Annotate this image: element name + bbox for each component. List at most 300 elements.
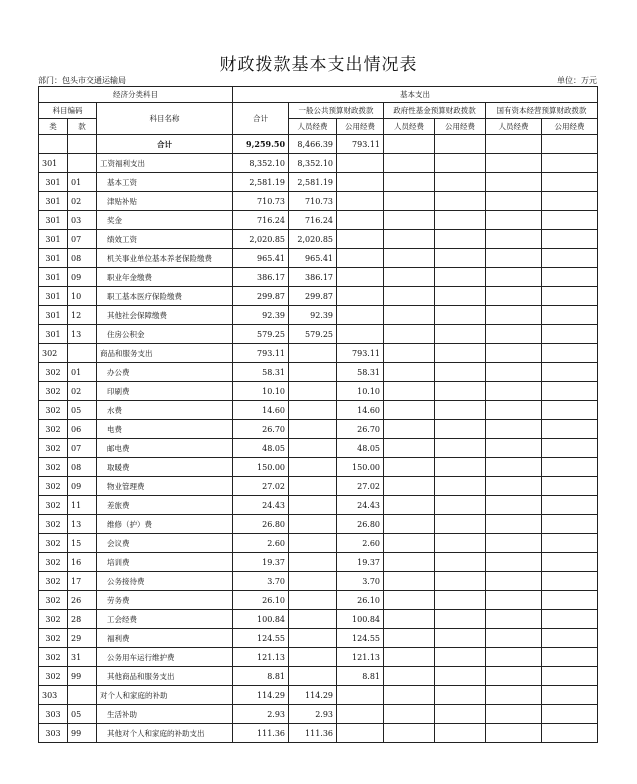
empty-cell bbox=[384, 192, 435, 211]
empty-cell bbox=[384, 268, 435, 287]
row-total: 793.11 bbox=[233, 344, 289, 363]
row-personnel bbox=[289, 344, 337, 363]
row-total: 2.93 bbox=[233, 705, 289, 724]
empty-cell bbox=[486, 192, 542, 211]
empty-cell bbox=[384, 610, 435, 629]
row-public: 14.60 bbox=[337, 401, 384, 420]
empty-cell bbox=[384, 249, 435, 268]
row-lei: 302 bbox=[39, 553, 68, 572]
row-kuan: 10 bbox=[68, 287, 97, 306]
row-name: 培训费 bbox=[97, 553, 233, 572]
empty-cell bbox=[384, 477, 435, 496]
empty-cell bbox=[486, 382, 542, 401]
empty-cell bbox=[486, 515, 542, 534]
empty-cell bbox=[384, 724, 435, 743]
empty-cell bbox=[542, 211, 598, 230]
row-lei: 301 bbox=[39, 325, 68, 344]
row-public: 3.70 bbox=[337, 572, 384, 591]
row-public: 100.84 bbox=[337, 610, 384, 629]
row-public: 26.10 bbox=[337, 591, 384, 610]
empty-cell bbox=[384, 154, 435, 173]
header-code: 科目编码 bbox=[39, 103, 97, 119]
empty-cell bbox=[486, 287, 542, 306]
empty-cell bbox=[542, 629, 598, 648]
empty-cell bbox=[435, 230, 486, 249]
empty-cell bbox=[542, 458, 598, 477]
table-row bbox=[39, 572, 598, 591]
header-lei: 类 bbox=[39, 119, 68, 135]
empty-cell bbox=[542, 192, 598, 211]
row-name: 职业年金缴费 bbox=[97, 268, 233, 287]
row-total: 121.13 bbox=[233, 648, 289, 667]
row-kuan: 08 bbox=[68, 249, 97, 268]
empty-cell bbox=[384, 344, 435, 363]
empty-cell bbox=[435, 477, 486, 496]
table-row bbox=[39, 458, 598, 477]
row-lei: 302 bbox=[39, 515, 68, 534]
row-kuan: 17 bbox=[68, 572, 97, 591]
table-row bbox=[39, 230, 598, 249]
row-personnel bbox=[289, 591, 337, 610]
row-public: 48.05 bbox=[337, 439, 384, 458]
row-kuan: 02 bbox=[68, 382, 97, 401]
empty-cell bbox=[486, 724, 542, 743]
row-lei: 302 bbox=[39, 439, 68, 458]
empty-cell bbox=[542, 705, 598, 724]
row-lei: 303 bbox=[39, 724, 68, 743]
row-kuan: 09 bbox=[68, 268, 97, 287]
row-kuan bbox=[68, 154, 97, 173]
empty-cell bbox=[384, 325, 435, 344]
row-total: 150.00 bbox=[233, 458, 289, 477]
table-row bbox=[39, 534, 598, 553]
row-personnel: 2,581.19 bbox=[289, 173, 337, 192]
row-public: 793.11 bbox=[337, 344, 384, 363]
table-row bbox=[39, 306, 598, 325]
row-public bbox=[337, 325, 384, 344]
header-basic: 基本支出 bbox=[233, 87, 598, 103]
row-name: 会议费 bbox=[97, 534, 233, 553]
row-kuan: 11 bbox=[68, 496, 97, 515]
row-kuan: 16 bbox=[68, 553, 97, 572]
row-total: 2,020.85 bbox=[233, 230, 289, 249]
header-econ: 经济分类科目 bbox=[39, 87, 233, 103]
empty-cell bbox=[435, 344, 486, 363]
empty-cell bbox=[542, 287, 598, 306]
table-row bbox=[39, 724, 598, 743]
table-row bbox=[39, 515, 598, 534]
table-row bbox=[39, 610, 598, 629]
empty-cell bbox=[435, 173, 486, 192]
total-personnel: 8,466.39 bbox=[289, 135, 337, 154]
empty-cell bbox=[435, 610, 486, 629]
empty-cell bbox=[435, 458, 486, 477]
empty-cell bbox=[384, 553, 435, 572]
empty-cell bbox=[435, 439, 486, 458]
row-personnel bbox=[289, 648, 337, 667]
empty-cell bbox=[486, 344, 542, 363]
table-row bbox=[39, 363, 598, 382]
row-total: 579.25 bbox=[233, 325, 289, 344]
row-name: 绩效工资 bbox=[97, 230, 233, 249]
empty-cell bbox=[435, 192, 486, 211]
empty-cell bbox=[542, 534, 598, 553]
table-row bbox=[39, 287, 598, 306]
empty-cell bbox=[542, 591, 598, 610]
empty-cell bbox=[384, 629, 435, 648]
table-row bbox=[39, 173, 598, 192]
empty-cell bbox=[435, 401, 486, 420]
empty-cell bbox=[435, 648, 486, 667]
row-kuan: 99 bbox=[68, 724, 97, 743]
empty-cell bbox=[384, 439, 435, 458]
row-public: 24.43 bbox=[337, 496, 384, 515]
row-public: 58.31 bbox=[337, 363, 384, 382]
row-lei: 302 bbox=[39, 629, 68, 648]
row-lei: 303 bbox=[39, 705, 68, 724]
empty-cell bbox=[542, 306, 598, 325]
header-personnel: 人员经费 bbox=[486, 119, 542, 135]
table-row bbox=[39, 705, 598, 724]
empty-cell bbox=[486, 230, 542, 249]
empty-cell bbox=[542, 553, 598, 572]
row-public bbox=[337, 705, 384, 724]
empty-cell bbox=[435, 306, 486, 325]
empty-cell bbox=[435, 496, 486, 515]
row-public bbox=[337, 686, 384, 705]
row-name: 基本工资 bbox=[97, 173, 233, 192]
empty-cell bbox=[486, 667, 542, 686]
row-lei: 302 bbox=[39, 382, 68, 401]
empty-cell bbox=[384, 686, 435, 705]
row-personnel: 111.36 bbox=[289, 724, 337, 743]
row-total: 114.29 bbox=[233, 686, 289, 705]
row-total: 8,352.10 bbox=[233, 154, 289, 173]
empty-cell bbox=[486, 610, 542, 629]
empty-cell bbox=[542, 515, 598, 534]
empty-cell bbox=[542, 173, 598, 192]
row-total: 24.43 bbox=[233, 496, 289, 515]
empty-cell bbox=[486, 249, 542, 268]
row-total: 26.10 bbox=[233, 591, 289, 610]
row-personnel: 92.39 bbox=[289, 306, 337, 325]
empty-cell bbox=[384, 230, 435, 249]
row-public: 26.80 bbox=[337, 515, 384, 534]
empty-cell bbox=[435, 572, 486, 591]
row-total: 3.70 bbox=[233, 572, 289, 591]
row-lei: 302 bbox=[39, 648, 68, 667]
row-kuan: 05 bbox=[68, 705, 97, 724]
row-total: 124.55 bbox=[233, 629, 289, 648]
row-total: 8.81 bbox=[233, 667, 289, 686]
row-total: 100.84 bbox=[233, 610, 289, 629]
empty-cell bbox=[486, 591, 542, 610]
table-row bbox=[39, 553, 598, 572]
empty-cell bbox=[542, 249, 598, 268]
row-lei: 302 bbox=[39, 572, 68, 591]
empty-cell bbox=[486, 211, 542, 230]
row-personnel: 114.29 bbox=[289, 686, 337, 705]
row-total: 710.73 bbox=[233, 192, 289, 211]
header-kuan: 款 bbox=[68, 119, 97, 135]
row-total: 14.60 bbox=[233, 401, 289, 420]
row-public: 19.37 bbox=[337, 553, 384, 572]
header-total: 合计 bbox=[233, 103, 289, 135]
row-name: 电费 bbox=[97, 420, 233, 439]
row-kuan: 12 bbox=[68, 306, 97, 325]
empty-cell bbox=[384, 363, 435, 382]
table-row bbox=[39, 382, 598, 401]
header-state-capital: 国有资本经营预算财政拨款 bbox=[486, 103, 598, 119]
row-lei: 303 bbox=[39, 686, 68, 705]
table-row bbox=[39, 648, 598, 667]
row-kuan: 28 bbox=[68, 610, 97, 629]
header-name: 科目名称 bbox=[97, 103, 233, 135]
row-kuan: 01 bbox=[68, 173, 97, 192]
row-kuan bbox=[68, 344, 97, 363]
empty-cell bbox=[486, 363, 542, 382]
row-name: 取暖费 bbox=[97, 458, 233, 477]
header-personnel: 人员经费 bbox=[384, 119, 435, 135]
row-public bbox=[337, 287, 384, 306]
row-personnel: 386.17 bbox=[289, 268, 337, 287]
empty-cell bbox=[486, 325, 542, 344]
row-kuan: 03 bbox=[68, 211, 97, 230]
row-lei: 302 bbox=[39, 344, 68, 363]
empty-cell bbox=[542, 382, 598, 401]
empty-cell bbox=[486, 154, 542, 173]
row-kuan: 13 bbox=[68, 515, 97, 534]
row-kuan bbox=[68, 686, 97, 705]
empty-cell bbox=[435, 553, 486, 572]
empty-cell bbox=[486, 553, 542, 572]
row-kuan: 01 bbox=[68, 363, 97, 382]
row-name: 其他社会保障缴费 bbox=[97, 306, 233, 325]
row-lei: 302 bbox=[39, 401, 68, 420]
empty-cell bbox=[435, 211, 486, 230]
row-lei: 301 bbox=[39, 230, 68, 249]
table-row bbox=[39, 420, 598, 439]
header-personnel: 人员经费 bbox=[289, 119, 337, 135]
empty-cell bbox=[435, 686, 486, 705]
row-lei: 301 bbox=[39, 268, 68, 287]
empty-cell bbox=[384, 591, 435, 610]
table-row bbox=[39, 439, 598, 458]
row-personnel bbox=[289, 439, 337, 458]
unit-label: 单位：万元 bbox=[557, 76, 597, 85]
empty-cell bbox=[542, 344, 598, 363]
empty-cell bbox=[384, 287, 435, 306]
row-name: 工会经费 bbox=[97, 610, 233, 629]
row-kuan: 07 bbox=[68, 439, 97, 458]
row-name: 其他对个人和家庭的补助支出 bbox=[97, 724, 233, 743]
empty-cell bbox=[435, 382, 486, 401]
row-name: 邮电费 bbox=[97, 439, 233, 458]
row-personnel bbox=[289, 515, 337, 534]
row-kuan: 31 bbox=[68, 648, 97, 667]
empty-cell bbox=[486, 705, 542, 724]
empty-cell bbox=[542, 667, 598, 686]
table-row bbox=[39, 325, 598, 344]
empty-cell bbox=[435, 154, 486, 173]
row-kuan: 13 bbox=[68, 325, 97, 344]
row-public: 121.13 bbox=[337, 648, 384, 667]
row-public bbox=[337, 268, 384, 287]
table-row bbox=[39, 591, 598, 610]
row-public: 2.60 bbox=[337, 534, 384, 553]
empty-cell bbox=[486, 572, 542, 591]
empty-cell bbox=[542, 648, 598, 667]
row-total: 26.70 bbox=[233, 420, 289, 439]
empty-cell bbox=[435, 268, 486, 287]
row-lei: 302 bbox=[39, 610, 68, 629]
empty-cell bbox=[384, 382, 435, 401]
row-total: 92.39 bbox=[233, 306, 289, 325]
empty-cell bbox=[486, 496, 542, 515]
row-kuan: 05 bbox=[68, 401, 97, 420]
page-title: 财政拨款基本支出情况表 bbox=[219, 55, 418, 75]
row-name: 劳务费 bbox=[97, 591, 233, 610]
row-name: 印刷费 bbox=[97, 382, 233, 401]
row-personnel bbox=[289, 420, 337, 439]
row-public: 8.81 bbox=[337, 667, 384, 686]
table-row bbox=[39, 268, 598, 287]
empty-cell bbox=[384, 458, 435, 477]
row-lei: 302 bbox=[39, 458, 68, 477]
row-name: 机关事业单位基本养老保险缴费 bbox=[97, 249, 233, 268]
row-personnel bbox=[289, 534, 337, 553]
row-name: 其他商品和服务支出 bbox=[97, 667, 233, 686]
row-kuan: 06 bbox=[68, 420, 97, 439]
empty-cell bbox=[384, 306, 435, 325]
row-kuan: 26 bbox=[68, 591, 97, 610]
row-lei: 302 bbox=[39, 667, 68, 686]
table-row bbox=[39, 344, 598, 363]
empty-cell bbox=[384, 420, 435, 439]
row-lei: 302 bbox=[39, 363, 68, 382]
empty-cell bbox=[486, 420, 542, 439]
row-name: 公务用车运行维护费 bbox=[97, 648, 233, 667]
header-public: 公用经费 bbox=[542, 119, 598, 135]
row-total: 716.24 bbox=[233, 211, 289, 230]
empty-cell bbox=[384, 515, 435, 534]
row-total: 2,581.19 bbox=[233, 173, 289, 192]
row-kuan: 08 bbox=[68, 458, 97, 477]
empty-cell bbox=[542, 477, 598, 496]
empty-cell bbox=[384, 648, 435, 667]
header-public: 公用经费 bbox=[337, 119, 384, 135]
row-personnel bbox=[289, 401, 337, 420]
row-personnel: 710.73 bbox=[289, 192, 337, 211]
table-row bbox=[39, 192, 598, 211]
table-row bbox=[39, 211, 598, 230]
row-personnel bbox=[289, 572, 337, 591]
empty-cell bbox=[435, 629, 486, 648]
row-lei: 302 bbox=[39, 420, 68, 439]
row-public bbox=[337, 192, 384, 211]
row-name: 津贴补贴 bbox=[97, 192, 233, 211]
row-lei: 301 bbox=[39, 173, 68, 192]
table-row bbox=[39, 249, 598, 268]
empty-cell bbox=[384, 667, 435, 686]
empty-cell bbox=[486, 306, 542, 325]
expenditure-table bbox=[38, 86, 598, 743]
row-name: 生活补助 bbox=[97, 705, 233, 724]
table-row bbox=[39, 401, 598, 420]
row-lei: 301 bbox=[39, 154, 68, 173]
empty-cell bbox=[435, 724, 486, 743]
empty-cell bbox=[435, 363, 486, 382]
row-total: 2.60 bbox=[233, 534, 289, 553]
row-public bbox=[337, 154, 384, 173]
empty-cell bbox=[542, 325, 598, 344]
row-personnel: 2,020.85 bbox=[289, 230, 337, 249]
row-name: 物业管理费 bbox=[97, 477, 233, 496]
row-total: 19.37 bbox=[233, 553, 289, 572]
empty-cell bbox=[435, 591, 486, 610]
total-value: 9,259.50 bbox=[233, 135, 289, 154]
row-total: 27.02 bbox=[233, 477, 289, 496]
empty-cell bbox=[384, 534, 435, 553]
empty-cell bbox=[486, 268, 542, 287]
empty-cell bbox=[486, 458, 542, 477]
empty-cell bbox=[486, 477, 542, 496]
empty-cell bbox=[542, 610, 598, 629]
empty-cell bbox=[542, 268, 598, 287]
row-public bbox=[337, 724, 384, 743]
row-name: 公务接待费 bbox=[97, 572, 233, 591]
empty-cell bbox=[486, 401, 542, 420]
row-lei: 301 bbox=[39, 287, 68, 306]
row-personnel: 716.24 bbox=[289, 211, 337, 230]
empty-cell bbox=[435, 420, 486, 439]
row-personnel bbox=[289, 477, 337, 496]
row-name: 商品和服务支出 bbox=[97, 344, 233, 363]
row-lei: 302 bbox=[39, 496, 68, 515]
total-public: 793.11 bbox=[337, 135, 384, 154]
empty-cell bbox=[486, 686, 542, 705]
row-public: 26.70 bbox=[337, 420, 384, 439]
empty-cell bbox=[435, 667, 486, 686]
row-public: 124.55 bbox=[337, 629, 384, 648]
table-row bbox=[39, 667, 598, 686]
row-name: 维修（护）费 bbox=[97, 515, 233, 534]
row-personnel: 299.87 bbox=[289, 287, 337, 306]
row-public bbox=[337, 211, 384, 230]
empty-cell bbox=[486, 534, 542, 553]
empty-cell bbox=[384, 401, 435, 420]
row-public: 27.02 bbox=[337, 477, 384, 496]
row-personnel bbox=[289, 496, 337, 515]
empty-cell bbox=[435, 534, 486, 553]
row-lei: 301 bbox=[39, 306, 68, 325]
row-lei: 301 bbox=[39, 249, 68, 268]
row-personnel bbox=[289, 610, 337, 629]
total-row bbox=[39, 135, 598, 154]
row-name: 差旅费 bbox=[97, 496, 233, 515]
row-name: 工资福利支出 bbox=[97, 154, 233, 173]
empty-cell bbox=[486, 439, 542, 458]
row-name: 对个人和家庭的补助 bbox=[97, 686, 233, 705]
empty-cell bbox=[542, 230, 598, 249]
row-total: 48.05 bbox=[233, 439, 289, 458]
empty-cell bbox=[435, 249, 486, 268]
row-total: 965.41 bbox=[233, 249, 289, 268]
row-total: 299.87 bbox=[233, 287, 289, 306]
empty-cell bbox=[384, 173, 435, 192]
row-kuan: 99 bbox=[68, 667, 97, 686]
row-name: 水费 bbox=[97, 401, 233, 420]
